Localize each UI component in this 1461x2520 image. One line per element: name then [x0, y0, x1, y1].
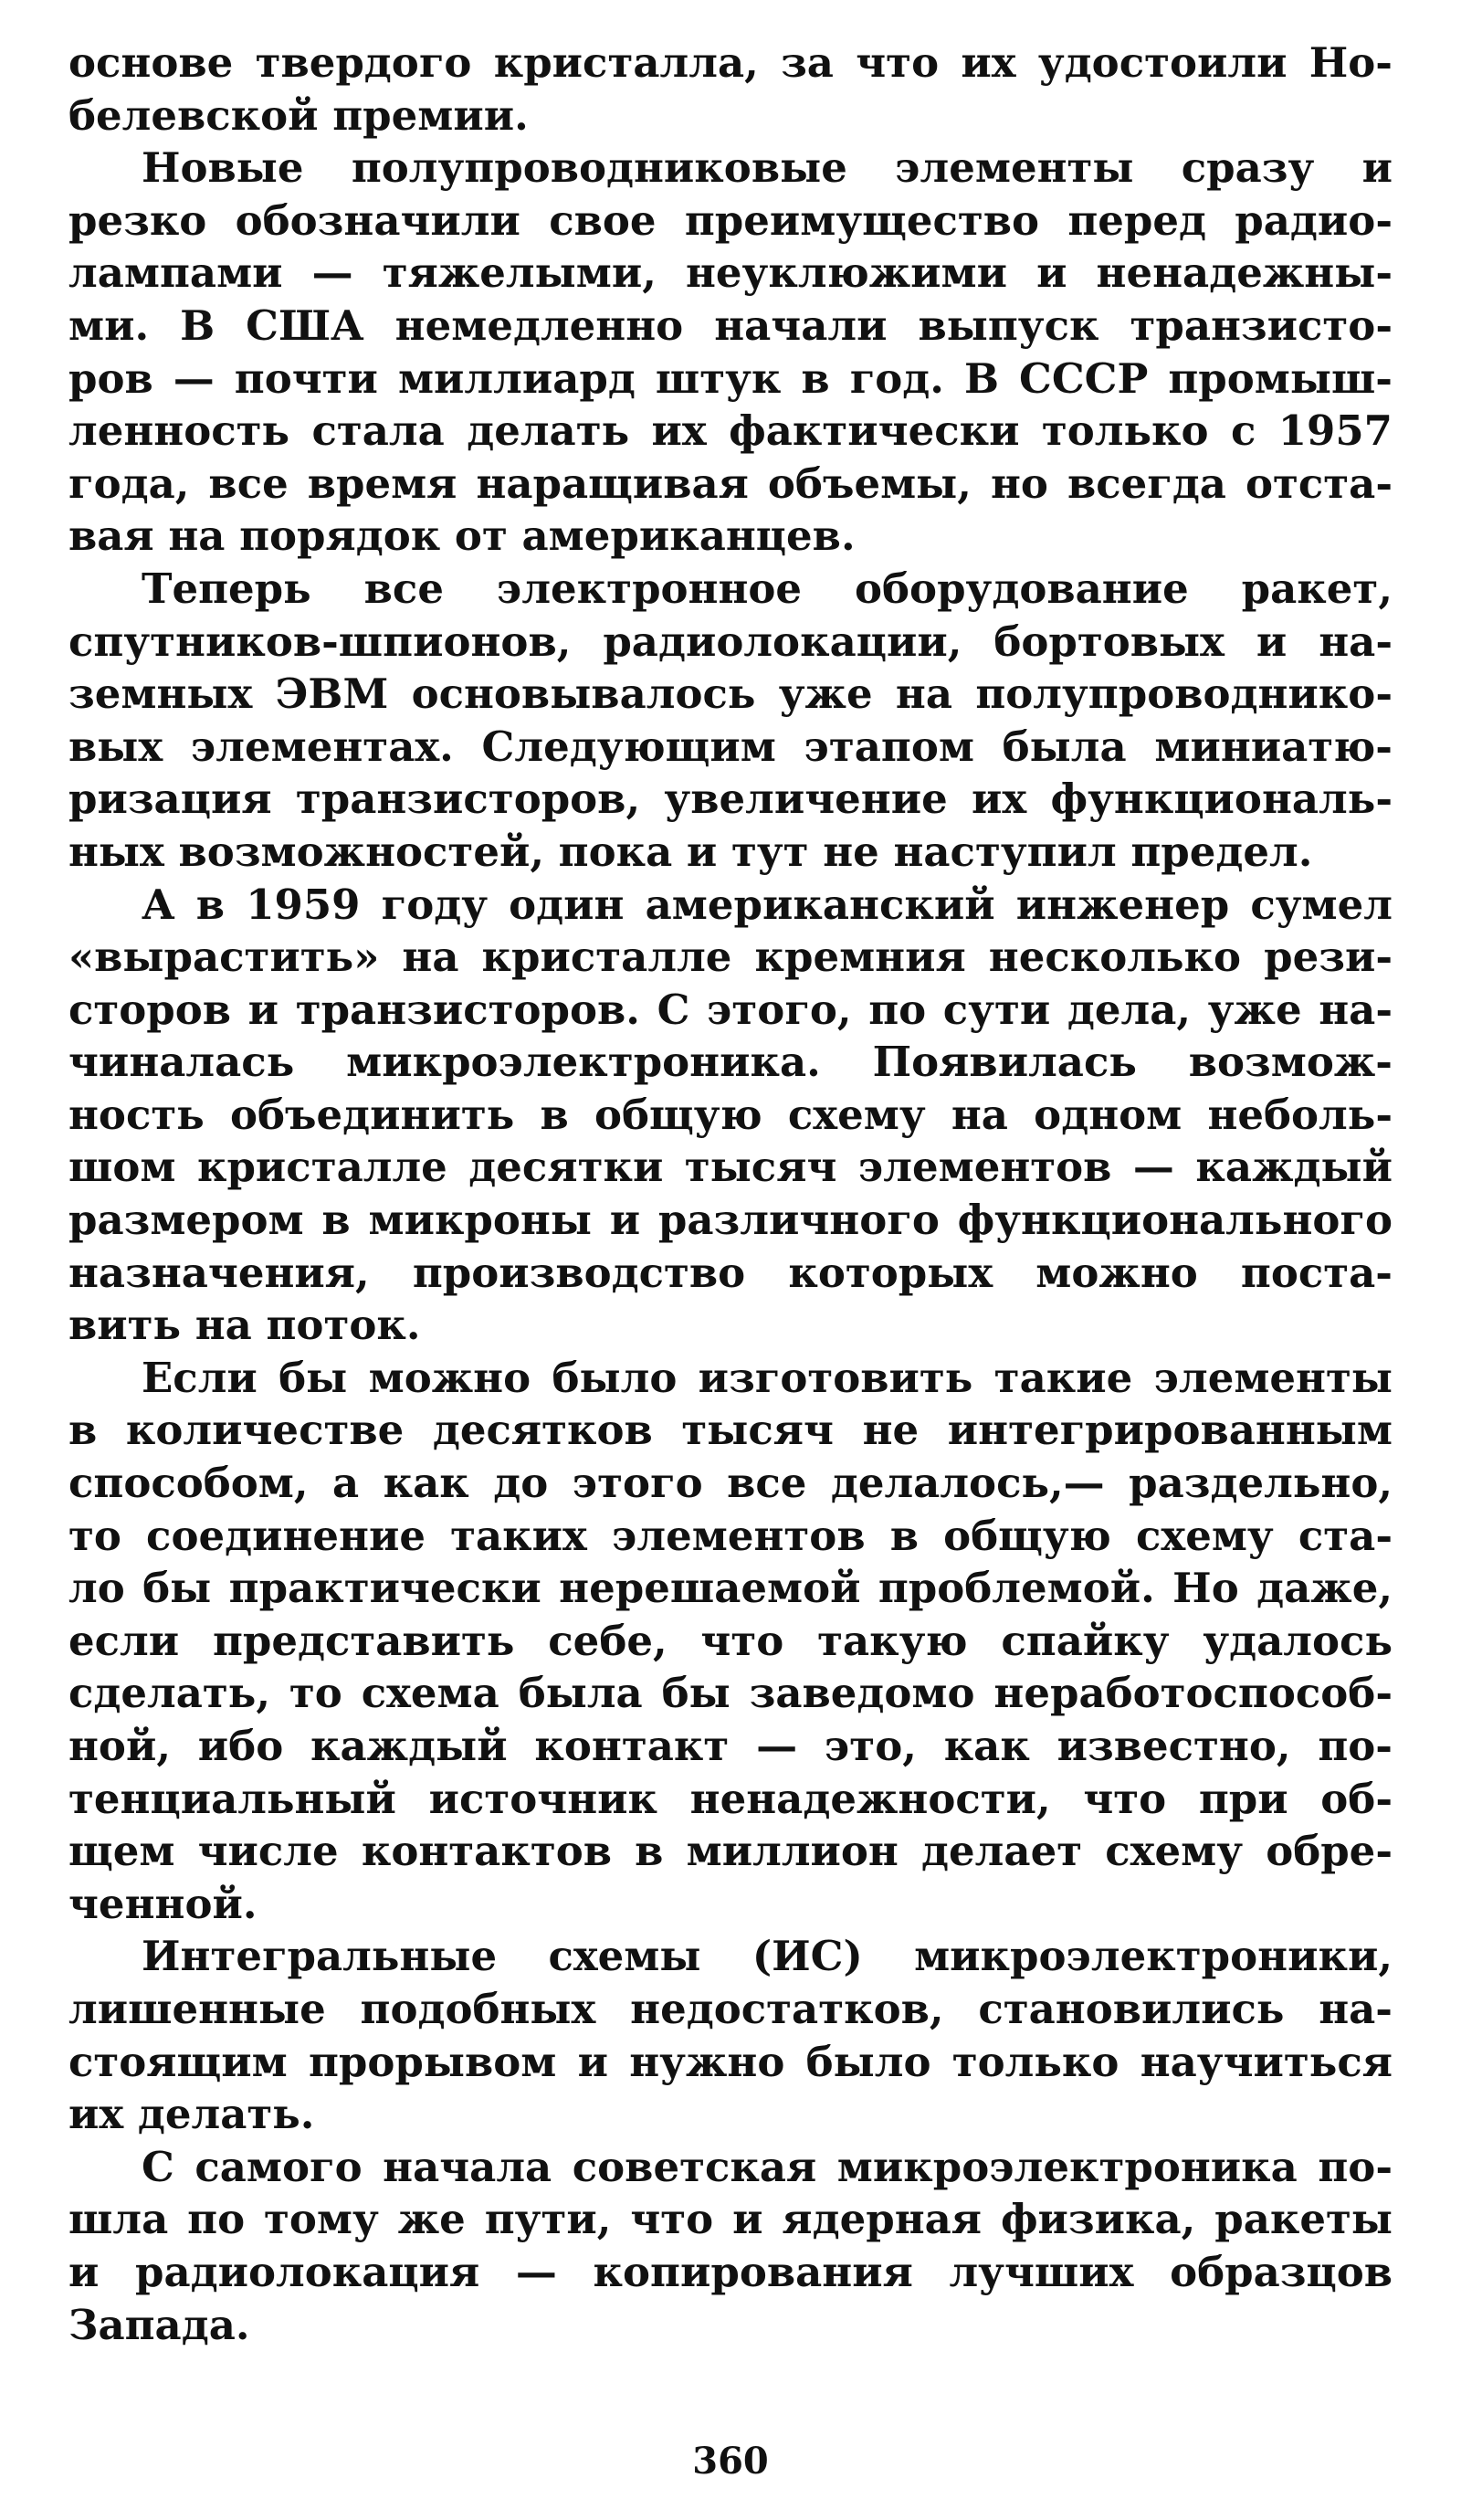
text-line: чиналась микроэлектроника. Появилась возмож-	[68, 1038, 1393, 1087]
text-line: спутников-шпионов, радиолокации, бортовых и на-	[68, 617, 1393, 666]
text-line: основе твердого кристалла, за что их удостоили Но-	[68, 38, 1393, 87]
text-line: сделать, то схема была бы заведомо неработоспособ-	[68, 1669, 1393, 1718]
text-line: лампами — тяжелыми, неуклюжими и ненадежны-	[68, 248, 1393, 298]
text-line: Если бы можно было изготовить такие элементы	[142, 1353, 1393, 1402]
text-line: вых элементах. Следующим этапом была миниатю-	[68, 722, 1393, 771]
text-line: земных ЭВМ основывалось уже на полупроводнико-	[68, 670, 1393, 719]
text-line: Новые полупроводниковые элементы сразу и	[142, 143, 1393, 193]
text-line: ченной.	[68, 1879, 258, 1928]
text-line: Теперь все электронное оборудование ракет,	[142, 564, 1393, 613]
text-line: ров — почти миллиард штук в год. В СССР промыш-	[68, 353, 1393, 403]
text-line: ных возможностей, пока и тут не наступил предел.	[68, 827, 1313, 876]
text-line: года, все время наращивая объемы, но всегда отста-	[68, 459, 1393, 508]
paragraph	[68, 1930, 1393, 2140]
text-line: ленность стала делать их фактически только с 1957	[68, 406, 1393, 456]
text-line: в количестве десятков тысяч не интегрированным	[68, 1406, 1393, 1455]
text-line: ность объединить в общую схему на одном неболь-	[68, 1090, 1393, 1139]
text-line: назначения, производство которых можно поста-	[68, 1248, 1393, 1297]
paragraph	[68, 142, 1393, 563]
text-line: Интегральные схемы (ИС) микроэлектроники,	[142, 1932, 1393, 1981]
text-line: вить на поток.	[68, 1301, 421, 1350]
text-line: вая на порядок от американцев.	[68, 511, 856, 561]
text-line: способом, а как до этого все делалось,— раздельно,	[68, 1459, 1393, 1508]
text-line: ло бы практически нерешаемой проблемой. Но даже,	[68, 1564, 1393, 1613]
text-line: белевской премии.	[68, 90, 529, 140]
paragraph	[68, 2141, 1393, 2351]
text-line: и радиолокация — копирования лучших образцов	[68, 2247, 1393, 2296]
text-line: С самого начала советская микроэлектроника по-	[142, 2142, 1393, 2191]
text-line: резко обозначили свое преимущество перед радио-	[68, 195, 1393, 245]
paragraph	[68, 1352, 1393, 1931]
text-line: тенциальный источник ненадежности, что при об-	[68, 1774, 1393, 1823]
paragraph	[68, 37, 1393, 142]
text-line: стоящим прорывом и нужно было только научиться	[68, 2037, 1393, 2086]
text-line: шла по тому же пути, что и ядерная физика, ракеты	[68, 2195, 1393, 2244]
text-line: ной, ибо каждый контакт — это, как известно, по-	[68, 1722, 1393, 1770]
text-line: их делать.	[68, 2090, 315, 2139]
text-line: А в 1959 году один американский инженер сумел	[142, 880, 1393, 929]
text-line: шом кристалле десятки тысяч элементов — каждый	[68, 1143, 1393, 1192]
text-line: ризация транзисторов, увеличение их функциональ-	[68, 775, 1393, 824]
paragraph	[68, 879, 1393, 1352]
paragraph	[68, 563, 1393, 879]
text-line: Запада.	[68, 2300, 250, 2349]
text-line: «вырастить» на кристалле кремния несколько рези-	[68, 933, 1393, 982]
page-number: 360	[692, 2440, 769, 2483]
text-line: сторов и транзисторов. С этого, по сути дела, уже на-	[68, 985, 1393, 1034]
text-line: щем числе контактов в миллион делает схему обре-	[68, 1827, 1393, 1876]
book-page-text	[68, 37, 1393, 2351]
text-line: если представить себе, что такую спайку удалось	[68, 1616, 1393, 1665]
text-line: ми. В США немедленно начали выпуск транзисто-	[68, 301, 1393, 350]
text-line: размером в микроны и различного функционального	[68, 1196, 1393, 1245]
text-line: лишенные подобных недостатков, становились на-	[68, 1984, 1393, 2033]
text-line: то соединение таких элементов в общую схему ста-	[68, 1511, 1393, 1560]
